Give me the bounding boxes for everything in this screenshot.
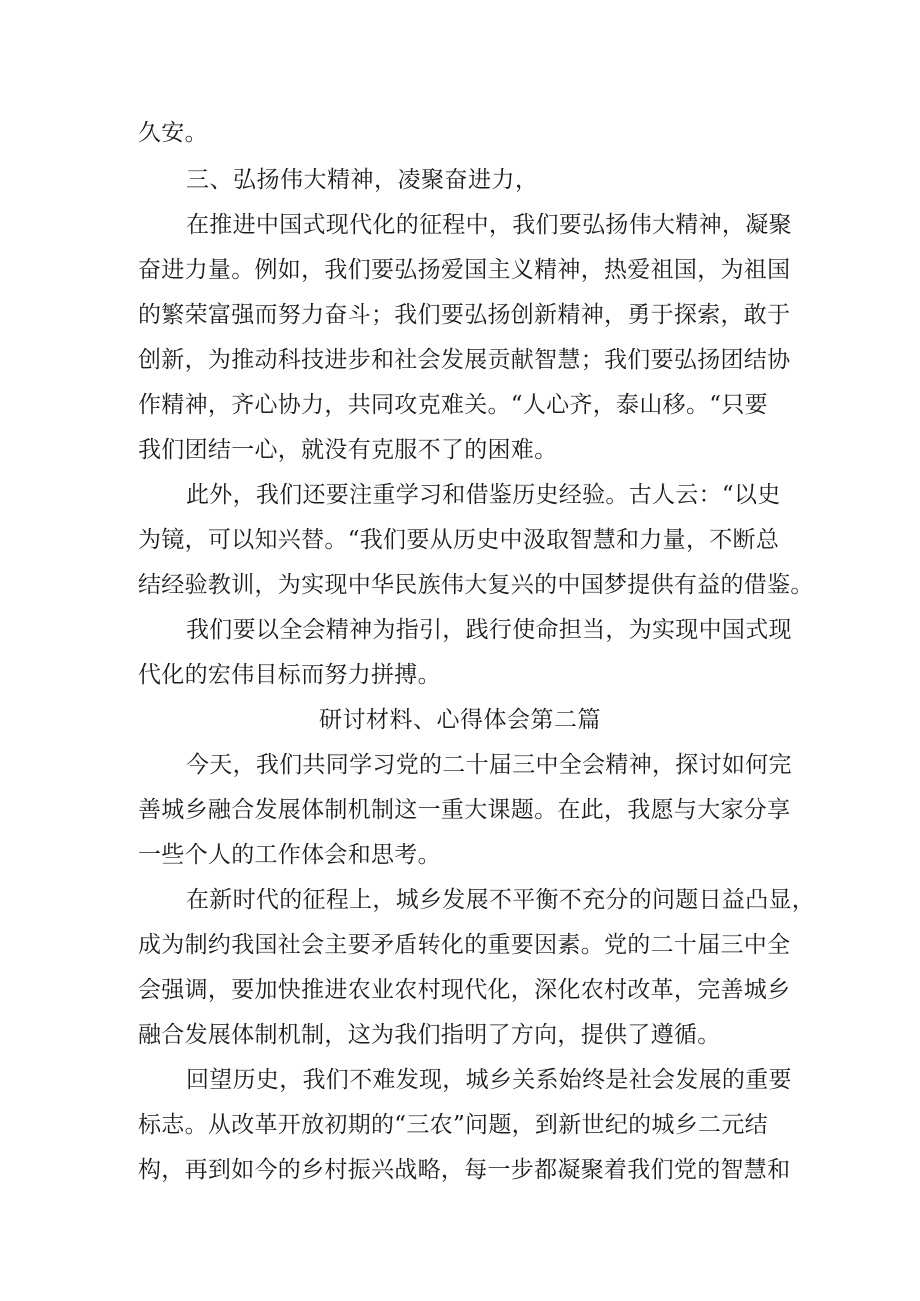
- paragraph-line: 此外，我们还要注重学习和借鉴历史经验。古人云：“以史: [186, 482, 781, 508]
- paragraph-line: 成为制约我国社会主要矛盾转化的重要因素。党的二十届三中全: [138, 932, 791, 958]
- paragraph-line: 的繁荣富强而努力奋斗；我们要弘扬创新精神，勇于探索，敢于: [138, 302, 791, 328]
- paragraph-line: 我们团结一心，就没有克服不了的困难。: [138, 437, 558, 463]
- paragraph-line: 结经验教训，为实现中华民族伟大复兴的中国梦提供有益的借鉴。: [138, 572, 814, 598]
- paragraph-line: 代化的宏伟目标而努力拼搏。: [138, 662, 441, 688]
- paragraph-line: 创新，为推动科技进步和社会发展贡献智慧；我们要弘扬团结协: [138, 347, 791, 373]
- paragraph-line: 久安。: [138, 120, 208, 146]
- paragraph-line: 构，再到如今的乡村振兴战略，每一步都凝聚着我们党的智慧和: [138, 1157, 791, 1183]
- paragraph-line: 奋进力量。例如，我们要弘扬爱国主义精神，热爱祖国，为祖国: [138, 257, 791, 283]
- paragraph-line: 标志。从改革开放初期的“三农”问题，到新世纪的城乡二元结: [138, 1112, 768, 1138]
- paragraph-line: 在新时代的征程上，城乡发展不平衡不充分的问题日益凸显，: [186, 887, 816, 913]
- paragraph-line: 在推进中国式现代化的征程中，我们要弘扬伟大精神，凝聚: [186, 212, 792, 238]
- paragraph-line: 为镜，可以知兴替。“我们要从历史中汲取智慧和力量，不断总: [138, 527, 780, 553]
- paragraph-line: 一些个人的工作体会和思考。: [138, 842, 441, 868]
- paragraph-line: 善城乡融合发展体制机制这一重大课题。在此，我愿与大家分享: [138, 797, 791, 823]
- section-heading: 三、弘扬伟大精神，凌聚奋进力，: [186, 167, 539, 193]
- paragraph-line: 回望历史，我们不难发现，城乡关系始终是社会发展的重要: [186, 1067, 792, 1093]
- paragraph-line: 会强调，要加快推进农业农村现代化，深化农村改革，完善城乡: [138, 977, 791, 1003]
- paragraph-line: 融合发展体制机制，这为我们指明了方向，提供了遵循。: [138, 1022, 721, 1048]
- paragraph-line: 今天，我们共同学习党的二十届三中全会精神，探讨如何完: [186, 752, 792, 778]
- paragraph-line: 作精神，齐心协力，共同攻克难关。“人心齐，泰山移。“只要: [138, 392, 768, 418]
- document-title: 研讨材料、心得体会第二篇: [319, 707, 601, 733]
- paragraph-line: 我们要以全会精神为指引，践行使命担当，为实现中国式现: [186, 617, 792, 643]
